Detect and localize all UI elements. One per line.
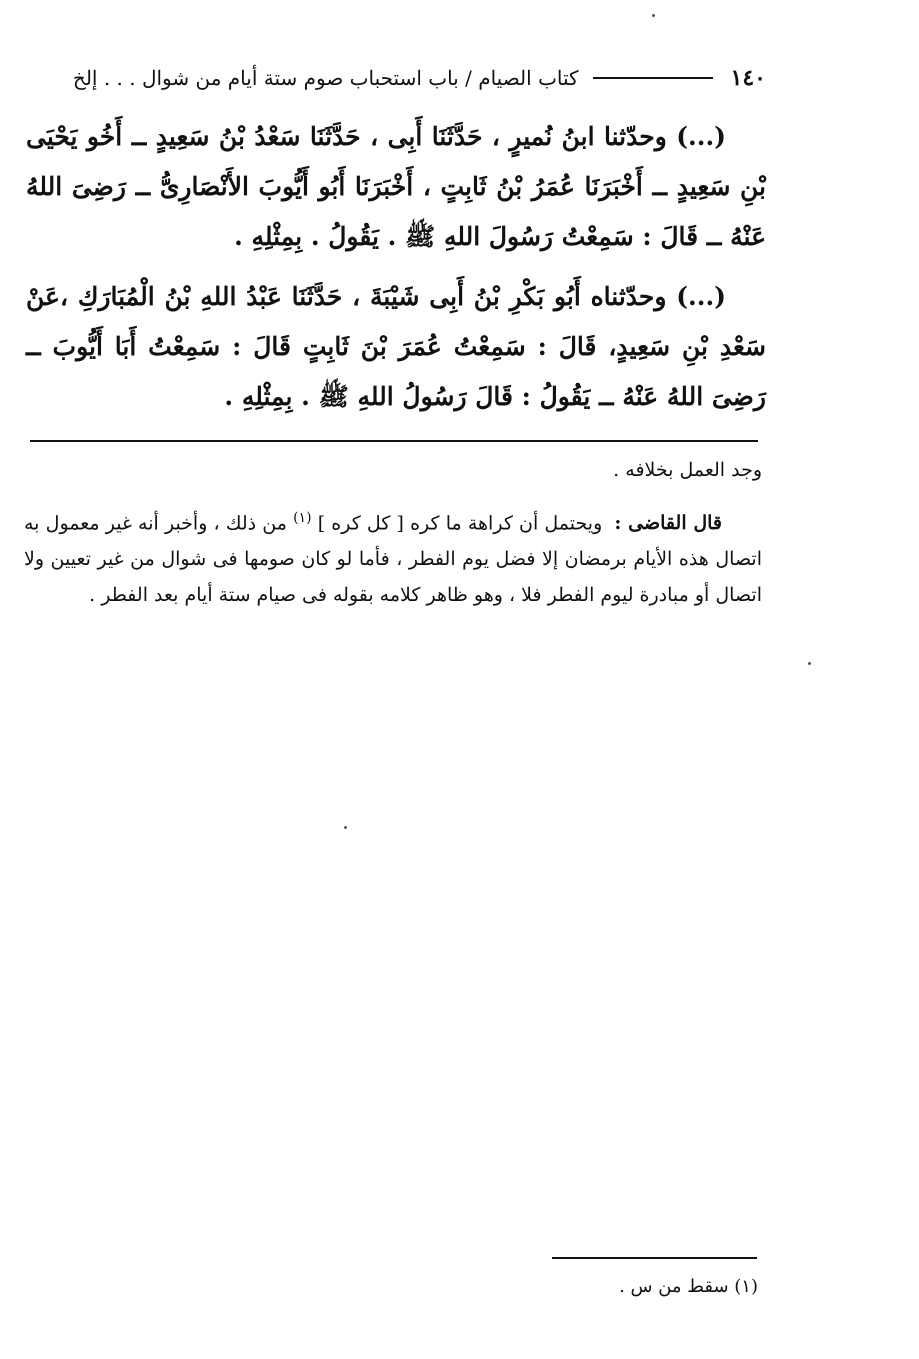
- commentary-body-part2: من ذلك ، وأخبر أنه غير معمول به اتصال هذه الأيام برمضان إلا فضل يوم الفطر ، فأما لو كان صومها فى شوال من غير تعيين ولا اتصال أو مبادرة ليوم الفطر فلا ، وهو ظاهر كلامه بقوله فى صيام ستة أيام بعد الفطر .: [24, 512, 762, 607]
- scan-speck: [344, 826, 347, 829]
- hadith-paragraph-2: (...) وحدّثناه أَبُو بَكْرِ بْنُ أَبِى شَيْبَةَ ، حَدَّثَنَا عَبْدُ اللهِ بْنُ الْمُبَارَكِ ،عَنْ سَعْدِ بْنِ سَعِيدٍ، قَالَ : سَمِعْتُ عُمَرَ بْنَ ثَابِتٍ قَالَ : سَمِعْتُ أَبَا أَيُّوبَ ــ رَضِىَ اللهُ عَنْهُ ــ يَقُولُ : قَالَ رَسُولُ اللهِ ﷺ . بِمِثْلِهِ .: [26, 282, 766, 411]
- running-header: [28, 58, 766, 98]
- footnote-rule: [552, 1257, 757, 1259]
- header-rule: [593, 77, 713, 79]
- text-separator-rule: [30, 440, 758, 442]
- running-title: كتاب الصيام / باب استحباب صوم ستة أيام من شوال . . . إلخ: [72, 66, 579, 90]
- scan-speck: [808, 662, 811, 665]
- hadith-text: [26, 112, 766, 432]
- commentary-continuation: وجد العمل بخلافه .: [613, 459, 762, 481]
- hadith-paragraph-1: (...) وحدّثنا ابنُ نُميرٍ ، حَدَّثَنَا أَبِى ، حَدَّثَنَا سَعْدُ بْنُ سَعِيدٍ ــ أَخُو يَحْيَى بْنِ سَعِيدٍ ــ أَخْبَرَنَا عُمَرُ بْنُ ثَابِتٍ ، أَخْبَرَنَا أَبُو أَيُّوبَ الأَنْصَارِىُّ ــ رَضِىَ اللهُ عَنْهُ ــ قَالَ : سَمِعْتُ رَسُولَ اللهِ ﷺ . يَقُولُ . بِمِثْلِهِ .: [26, 122, 766, 251]
- commentary-paragraph: [24, 500, 762, 613]
- footnote-marker: (١): [293, 510, 312, 526]
- scan-speck: [652, 14, 655, 17]
- commentary-speaker: قال القاضى :: [614, 512, 723, 535]
- commentary-body-part1: ويحتمل أن كراهة ما كره [ كل كره ]: [317, 512, 603, 535]
- commentary-text: [24, 452, 762, 613]
- footnote: (١) سقط من س .: [619, 1276, 758, 1297]
- page-number: ١٤٠: [730, 65, 766, 91]
